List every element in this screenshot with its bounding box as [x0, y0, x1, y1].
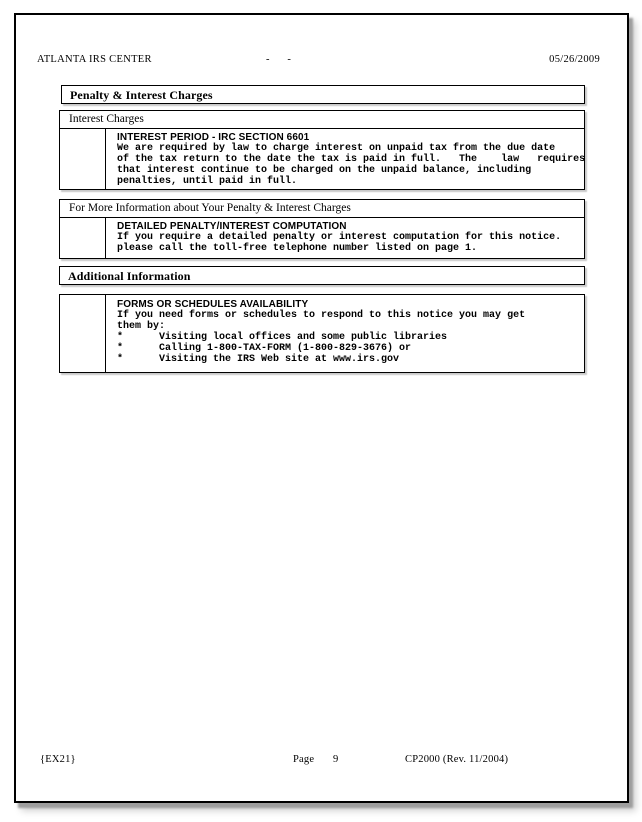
empty-code-cell — [60, 218, 106, 258]
bullet-line: * Calling 1-800-TAX-FORM (1-800-829-3676) or — [117, 343, 412, 354]
body-line: please call the toll-free telephone number listed on page 1. — [117, 243, 478, 254]
forms-availability-content — [107, 295, 584, 365]
bullet-line: * Visiting local offices and some public libraries — [117, 332, 448, 343]
more-information-content — [107, 218, 584, 254]
forms-availability-table — [59, 294, 585, 373]
footer-exhibit-code: {EX21} — [40, 754, 76, 765]
footer-page-label: Page — [293, 754, 315, 765]
body-line: of the tax return to the date the tax is paid in full. The law requires — [117, 154, 586, 165]
interest-charges-content — [107, 129, 584, 187]
notice-page — [14, 13, 629, 803]
section-header-penalty-interest-charges: Penalty & Interest Charges — [61, 85, 585, 104]
interest-charges-table-header: Interest Charges — [60, 111, 584, 129]
empty-code-cell — [60, 129, 106, 189]
empty-code-cell — [60, 295, 106, 372]
body-line: them by: — [117, 321, 166, 332]
more-information-table — [59, 199, 585, 259]
footer-page-number: 9 — [333, 754, 339, 765]
paragraph-title: INTEREST PERIOD - IRC SECTION 6601 — [117, 132, 310, 143]
irs-center-name: ATLANTA IRS CENTER — [37, 54, 152, 65]
body-line: that interest continue to be charged on the unpaid balance, including — [117, 165, 532, 176]
paragraph-title: DETAILED PENALTY/INTEREST COMPUTATION — [117, 221, 347, 232]
notice-date: 05/26/2009 — [549, 54, 600, 65]
masked-ssn-dashes: - - — [266, 54, 292, 65]
body-line: If you require a detailed penalty or interest computation for this notice. — [117, 232, 562, 243]
body-line: We are required by law to charge interest on unpaid tax from the due date — [117, 143, 556, 154]
paragraph-title: FORMS OR SCHEDULES AVAILABILITY — [117, 299, 309, 310]
bullet-line: * Visiting the IRS Web site at www.irs.gov — [117, 354, 400, 365]
footer-form-number: CP2000 (Rev. 11/2004) — [405, 754, 509, 765]
section-header-additional-information: Additional Information — [59, 266, 585, 285]
more-information-table-header: For More Information about Your Penalty & Interest Charges — [60, 200, 584, 218]
body-line: If you need forms or schedules to respond to this notice you may get — [117, 310, 526, 321]
interest-charges-table — [59, 110, 585, 190]
body-line: penalties, until paid in full. — [117, 176, 298, 187]
